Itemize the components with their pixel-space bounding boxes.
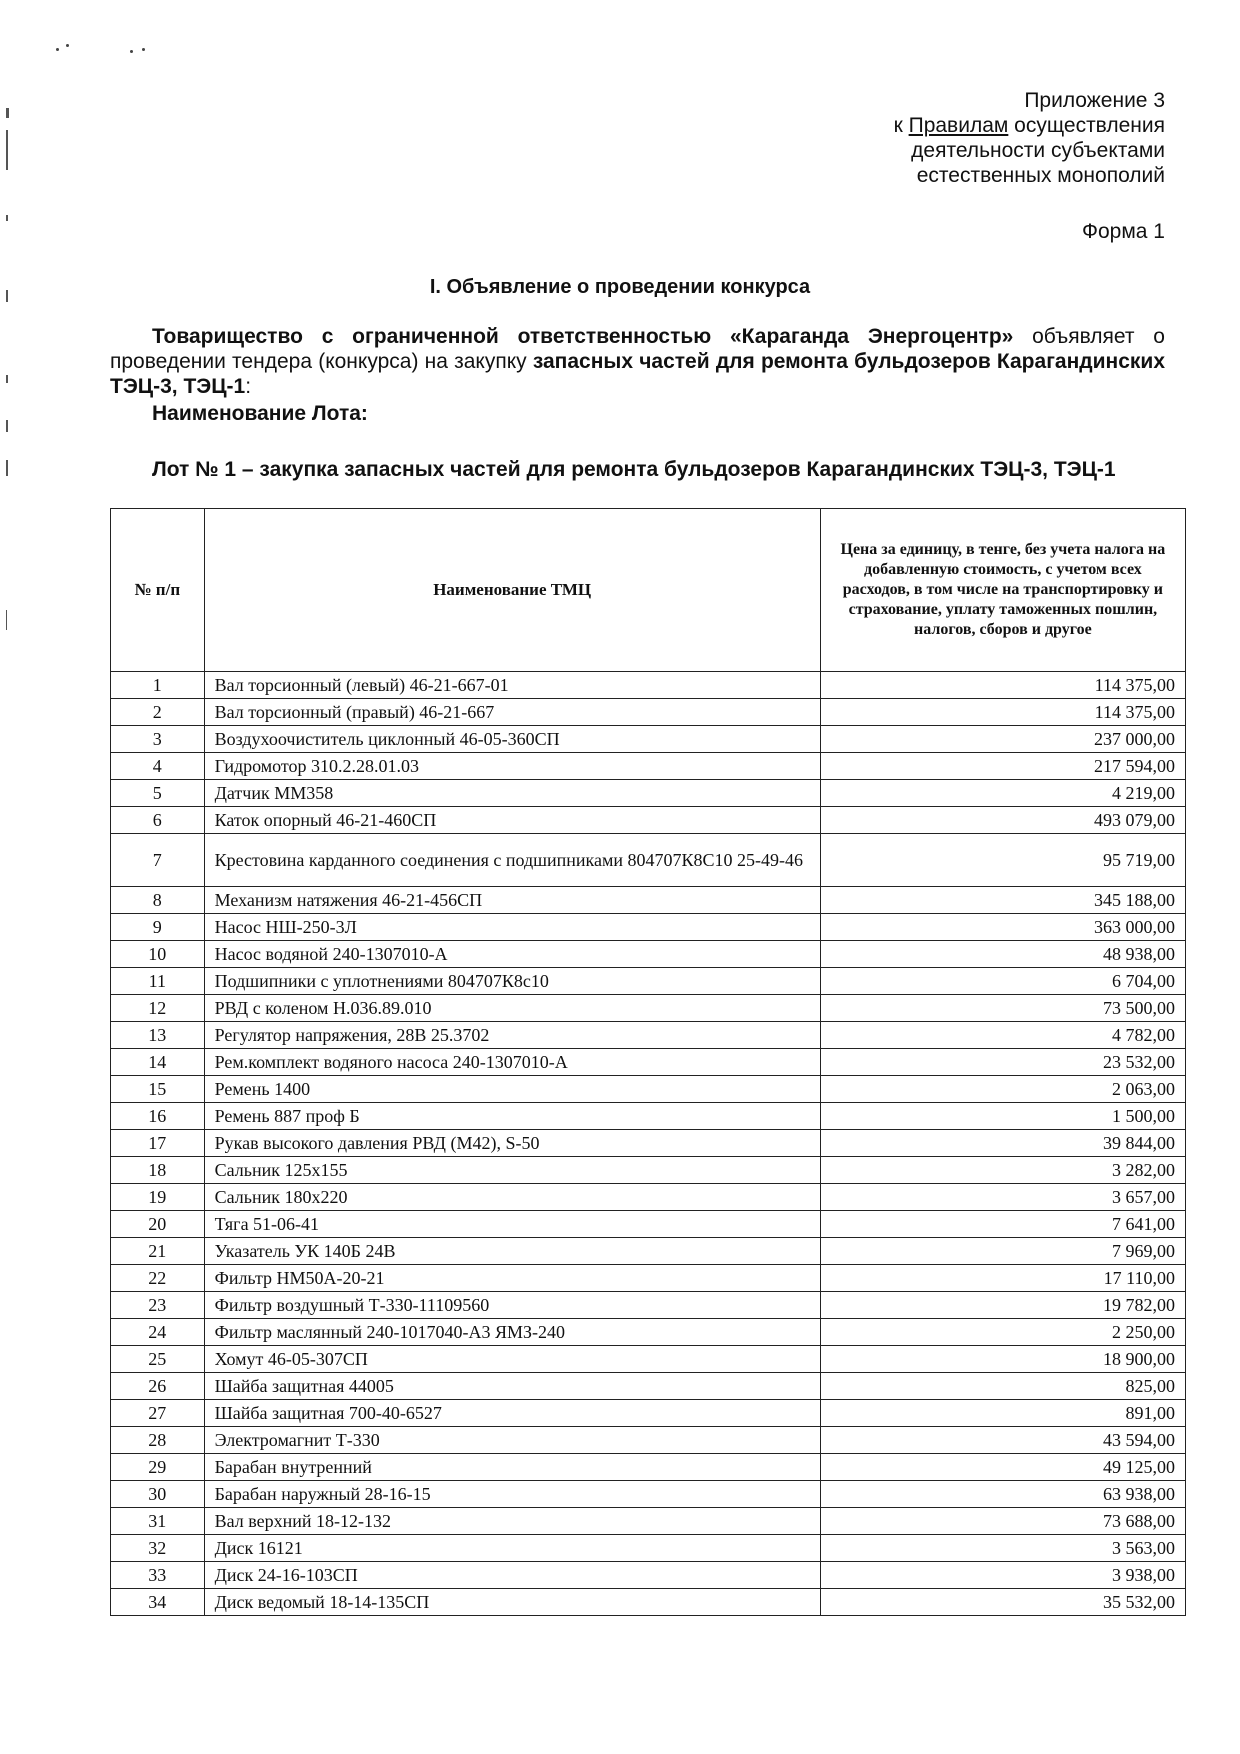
- rules-link[interactable]: Правилам: [908, 114, 1009, 137]
- item-name: Вал верхний 18-12-132: [204, 1508, 820, 1535]
- company-name: Товарищество с ограниченной ответственностью «Караганда Энергоцентр»: [152, 325, 1014, 348]
- row-number: 28: [111, 1427, 205, 1454]
- item-name: Диск 24-16-103СП: [204, 1562, 820, 1589]
- table-row: [111, 1292, 1186, 1319]
- item-name: Барабан наружный 28-16-15: [204, 1481, 820, 1508]
- table-row: [111, 995, 1186, 1022]
- item-name: Каток опорный 46-21-460СП: [204, 807, 820, 834]
- item-price: 114 375,00: [820, 672, 1185, 699]
- item-name: Шайба защитная 700-40-6527: [204, 1400, 820, 1427]
- item-price: 73 688,00: [820, 1508, 1185, 1535]
- row-number: 24: [111, 1319, 205, 1346]
- item-name: Ремень 1400: [204, 1076, 820, 1103]
- row-number: 7: [111, 834, 205, 887]
- row-number: 31: [111, 1508, 205, 1535]
- row-number: 8: [111, 887, 205, 914]
- scan-speck: [66, 44, 69, 47]
- table-row: [111, 1022, 1186, 1049]
- header-name: Наименование ТМЦ: [204, 509, 820, 672]
- item-price: 17 110,00: [820, 1265, 1185, 1292]
- table-row: [111, 1508, 1186, 1535]
- header-num: № п/п: [111, 509, 205, 672]
- item-price: 4 219,00: [820, 780, 1185, 807]
- item-name: Насос водяной 240-1307010-А: [204, 941, 820, 968]
- row-number: 1: [111, 672, 205, 699]
- row-number: 32: [111, 1535, 205, 1562]
- header-price: Цена за единицу, в тенге, без учета налога на добавленную стоимость, с учетом всех расходов, в том числе на транспортировку и страхование, уплату таможенных пошлин, налогов, сборов и другое: [820, 509, 1185, 672]
- item-price: 3 938,00: [820, 1562, 1185, 1589]
- row-number: 9: [111, 914, 205, 941]
- row-number: 3: [111, 726, 205, 753]
- appendix-prefix: к: [893, 114, 909, 137]
- row-number: 27: [111, 1400, 205, 1427]
- row-number: 2: [111, 699, 205, 726]
- item-name: Рукав высокого давления РВД (М42), S-50: [204, 1130, 820, 1157]
- item-price: 3 282,00: [820, 1157, 1185, 1184]
- item-name: Тяга 51-06-41: [204, 1211, 820, 1238]
- row-number: 11: [111, 968, 205, 995]
- table-row: [111, 780, 1186, 807]
- item-price: 18 900,00: [820, 1346, 1185, 1373]
- item-name: Фильтр НМ50А-20-21: [204, 1265, 820, 1292]
- row-number: 18: [111, 1157, 205, 1184]
- item-name: Механизм натяжения 46-21-456СП: [204, 887, 820, 914]
- item-name: Вал торсионный (левый) 46-21-667-01: [204, 672, 820, 699]
- item-name: Указатель УК 140Б 24В: [204, 1238, 820, 1265]
- table-row: [111, 1589, 1186, 1616]
- lot-name-label: Наименование Лота:: [152, 402, 368, 425]
- table-row: [111, 968, 1186, 995]
- table-row: [111, 1535, 1186, 1562]
- table-row: [111, 1346, 1186, 1373]
- item-price: 3 563,00: [820, 1535, 1185, 1562]
- item-name: Регулятор напряжения, 28В 25.3702: [204, 1022, 820, 1049]
- table-row: [111, 1157, 1186, 1184]
- table-row: [111, 1319, 1186, 1346]
- table-row: [111, 1427, 1186, 1454]
- row-number: 25: [111, 1346, 205, 1373]
- lot-title: Лот № 1 – закупка запасных частей для ремонта бульдозеров Карагандинских ТЭЦ-3, ТЭЦ-1: [152, 458, 1116, 481]
- item-name: Диск ведомый 18-14-135СП: [204, 1589, 820, 1616]
- table-row: [111, 1481, 1186, 1508]
- item-price: 363 000,00: [820, 914, 1185, 941]
- item-price: 825,00: [820, 1373, 1185, 1400]
- table-row: [111, 807, 1186, 834]
- row-number: 23: [111, 1292, 205, 1319]
- row-number: 20: [111, 1211, 205, 1238]
- item-price: 4 782,00: [820, 1022, 1185, 1049]
- item-name: Фильтр маслянный 240-1017040-А3 ЯМЗ-240: [204, 1319, 820, 1346]
- row-number: 34: [111, 1589, 205, 1616]
- item-price: 35 532,00: [820, 1589, 1185, 1616]
- table-row: [111, 1454, 1186, 1481]
- table-row: [111, 1265, 1186, 1292]
- table-row: [111, 699, 1186, 726]
- item-name: РВД с коленом Н.036.89.010: [204, 995, 820, 1022]
- item-price: 345 188,00: [820, 887, 1185, 914]
- appendix-suffix: осуществления: [1008, 114, 1165, 137]
- item-name: Сальник 125x155: [204, 1157, 820, 1184]
- item-price: 23 532,00: [820, 1049, 1185, 1076]
- table-row: [111, 834, 1186, 887]
- table-row: [111, 1076, 1186, 1103]
- item-price: 49 125,00: [820, 1454, 1185, 1481]
- item-name: Воздухоочиститель циклонный 46-05-360СП: [204, 726, 820, 753]
- table-row: [111, 941, 1186, 968]
- row-number: 4: [111, 753, 205, 780]
- row-number: 22: [111, 1265, 205, 1292]
- item-price: 6 704,00: [820, 968, 1185, 995]
- appendix-line-2: [745, 113, 1165, 138]
- item-name: Датчик ММ358: [204, 780, 820, 807]
- row-number: 30: [111, 1481, 205, 1508]
- item-price: 3 657,00: [820, 1184, 1185, 1211]
- item-name: Подшипники с уплотнениями 804707К8с10: [204, 968, 820, 995]
- item-price: 2 250,00: [820, 1319, 1185, 1346]
- appendix-line-3: деятельности субъектами: [911, 139, 1165, 162]
- row-number: 26: [111, 1373, 205, 1400]
- item-price: 237 000,00: [820, 726, 1185, 753]
- row-number: 17: [111, 1130, 205, 1157]
- row-number: 5: [111, 780, 205, 807]
- item-name: Барабан внутренний: [204, 1454, 820, 1481]
- item-price: 39 844,00: [820, 1130, 1185, 1157]
- table-row: [111, 1562, 1186, 1589]
- table-row: [111, 1103, 1186, 1130]
- appendix-reference: [745, 88, 1165, 188]
- intro-text-1: объявляет о проведении тендера (конкурса) на закупку: [110, 325, 1165, 373]
- items-table: [110, 508, 1186, 1616]
- row-number: 13: [111, 1022, 205, 1049]
- row-number: 10: [111, 941, 205, 968]
- table-body: [111, 672, 1186, 1616]
- row-number: 16: [111, 1103, 205, 1130]
- scan-speck: [56, 48, 59, 51]
- table-row: [111, 1373, 1186, 1400]
- intro-paragraph: [110, 324, 1165, 399]
- item-price: 217 594,00: [820, 753, 1185, 780]
- appendix-line-1: Приложение 3: [1024, 89, 1165, 112]
- table-header-row: [111, 509, 1186, 672]
- item-name: Крестовина карданного соединения с подшипниками 804707К8С10 25-49-46: [204, 834, 820, 887]
- scan-speck: [142, 48, 145, 51]
- row-number: 33: [111, 1562, 205, 1589]
- table-row: [111, 1400, 1186, 1427]
- row-number: 21: [111, 1238, 205, 1265]
- item-name: Шайба защитная 44005: [204, 1373, 820, 1400]
- table-row: [111, 672, 1186, 699]
- item-price: 891,00: [820, 1400, 1185, 1427]
- form-label: Форма 1: [1082, 220, 1165, 243]
- table-row: [111, 753, 1186, 780]
- item-name: Сальник 180x220: [204, 1184, 820, 1211]
- table-row: [111, 1211, 1186, 1238]
- item-price: 2 063,00: [820, 1076, 1185, 1103]
- item-price: 19 782,00: [820, 1292, 1185, 1319]
- item-name: Насос НШ-250-3Л: [204, 914, 820, 941]
- item-name: Электромагнит Т-330: [204, 1427, 820, 1454]
- item-price: 73 500,00: [820, 995, 1185, 1022]
- scan-edge-marks: [0, 0, 30, 1754]
- item-name: Фильтр воздушный Т-330-11109560: [204, 1292, 820, 1319]
- item-price: 63 938,00: [820, 1481, 1185, 1508]
- row-number: 6: [111, 807, 205, 834]
- table-row: [111, 726, 1186, 753]
- item-price: 1 500,00: [820, 1103, 1185, 1130]
- item-price: 493 079,00: [820, 807, 1185, 834]
- row-number: 19: [111, 1184, 205, 1211]
- row-number: 12: [111, 995, 205, 1022]
- table-row: [111, 1130, 1186, 1157]
- appendix-line-4: естественных монополий: [916, 164, 1165, 187]
- scan-speck: [130, 50, 133, 53]
- intro-text-2: :: [245, 375, 252, 398]
- row-number: 14: [111, 1049, 205, 1076]
- table-row: [111, 887, 1186, 914]
- row-number: 29: [111, 1454, 205, 1481]
- row-number: 15: [111, 1076, 205, 1103]
- item-price: 7 969,00: [820, 1238, 1185, 1265]
- item-price: 43 594,00: [820, 1427, 1185, 1454]
- table-row: [111, 914, 1186, 941]
- section-title: I. Объявление о проведении конкурса: [429, 276, 811, 298]
- item-price: 95 719,00: [820, 834, 1185, 887]
- item-name: Рем.комплект водяного насоса 240-1307010-А: [204, 1049, 820, 1076]
- item-name: Хомут 46-05-307СП: [204, 1346, 820, 1373]
- purchase-subject: запасных частей для ремонта бульдозеров Карагандинских ТЭЦ-3, ТЭЦ-1: [110, 350, 1166, 398]
- item-name: Вал торсионный (правый) 46-21-667: [204, 699, 820, 726]
- item-name: Ремень 887 проф Б: [204, 1103, 820, 1130]
- item-name: Диск 16121: [204, 1535, 820, 1562]
- item-price: 114 375,00: [820, 699, 1185, 726]
- table-row: [111, 1238, 1186, 1265]
- item-name: Гидромотор 310.2.28.01.03: [204, 753, 820, 780]
- table-row: [111, 1049, 1186, 1076]
- table-row: [111, 1184, 1186, 1211]
- item-price: 48 938,00: [820, 941, 1185, 968]
- item-price: 7 641,00: [820, 1211, 1185, 1238]
